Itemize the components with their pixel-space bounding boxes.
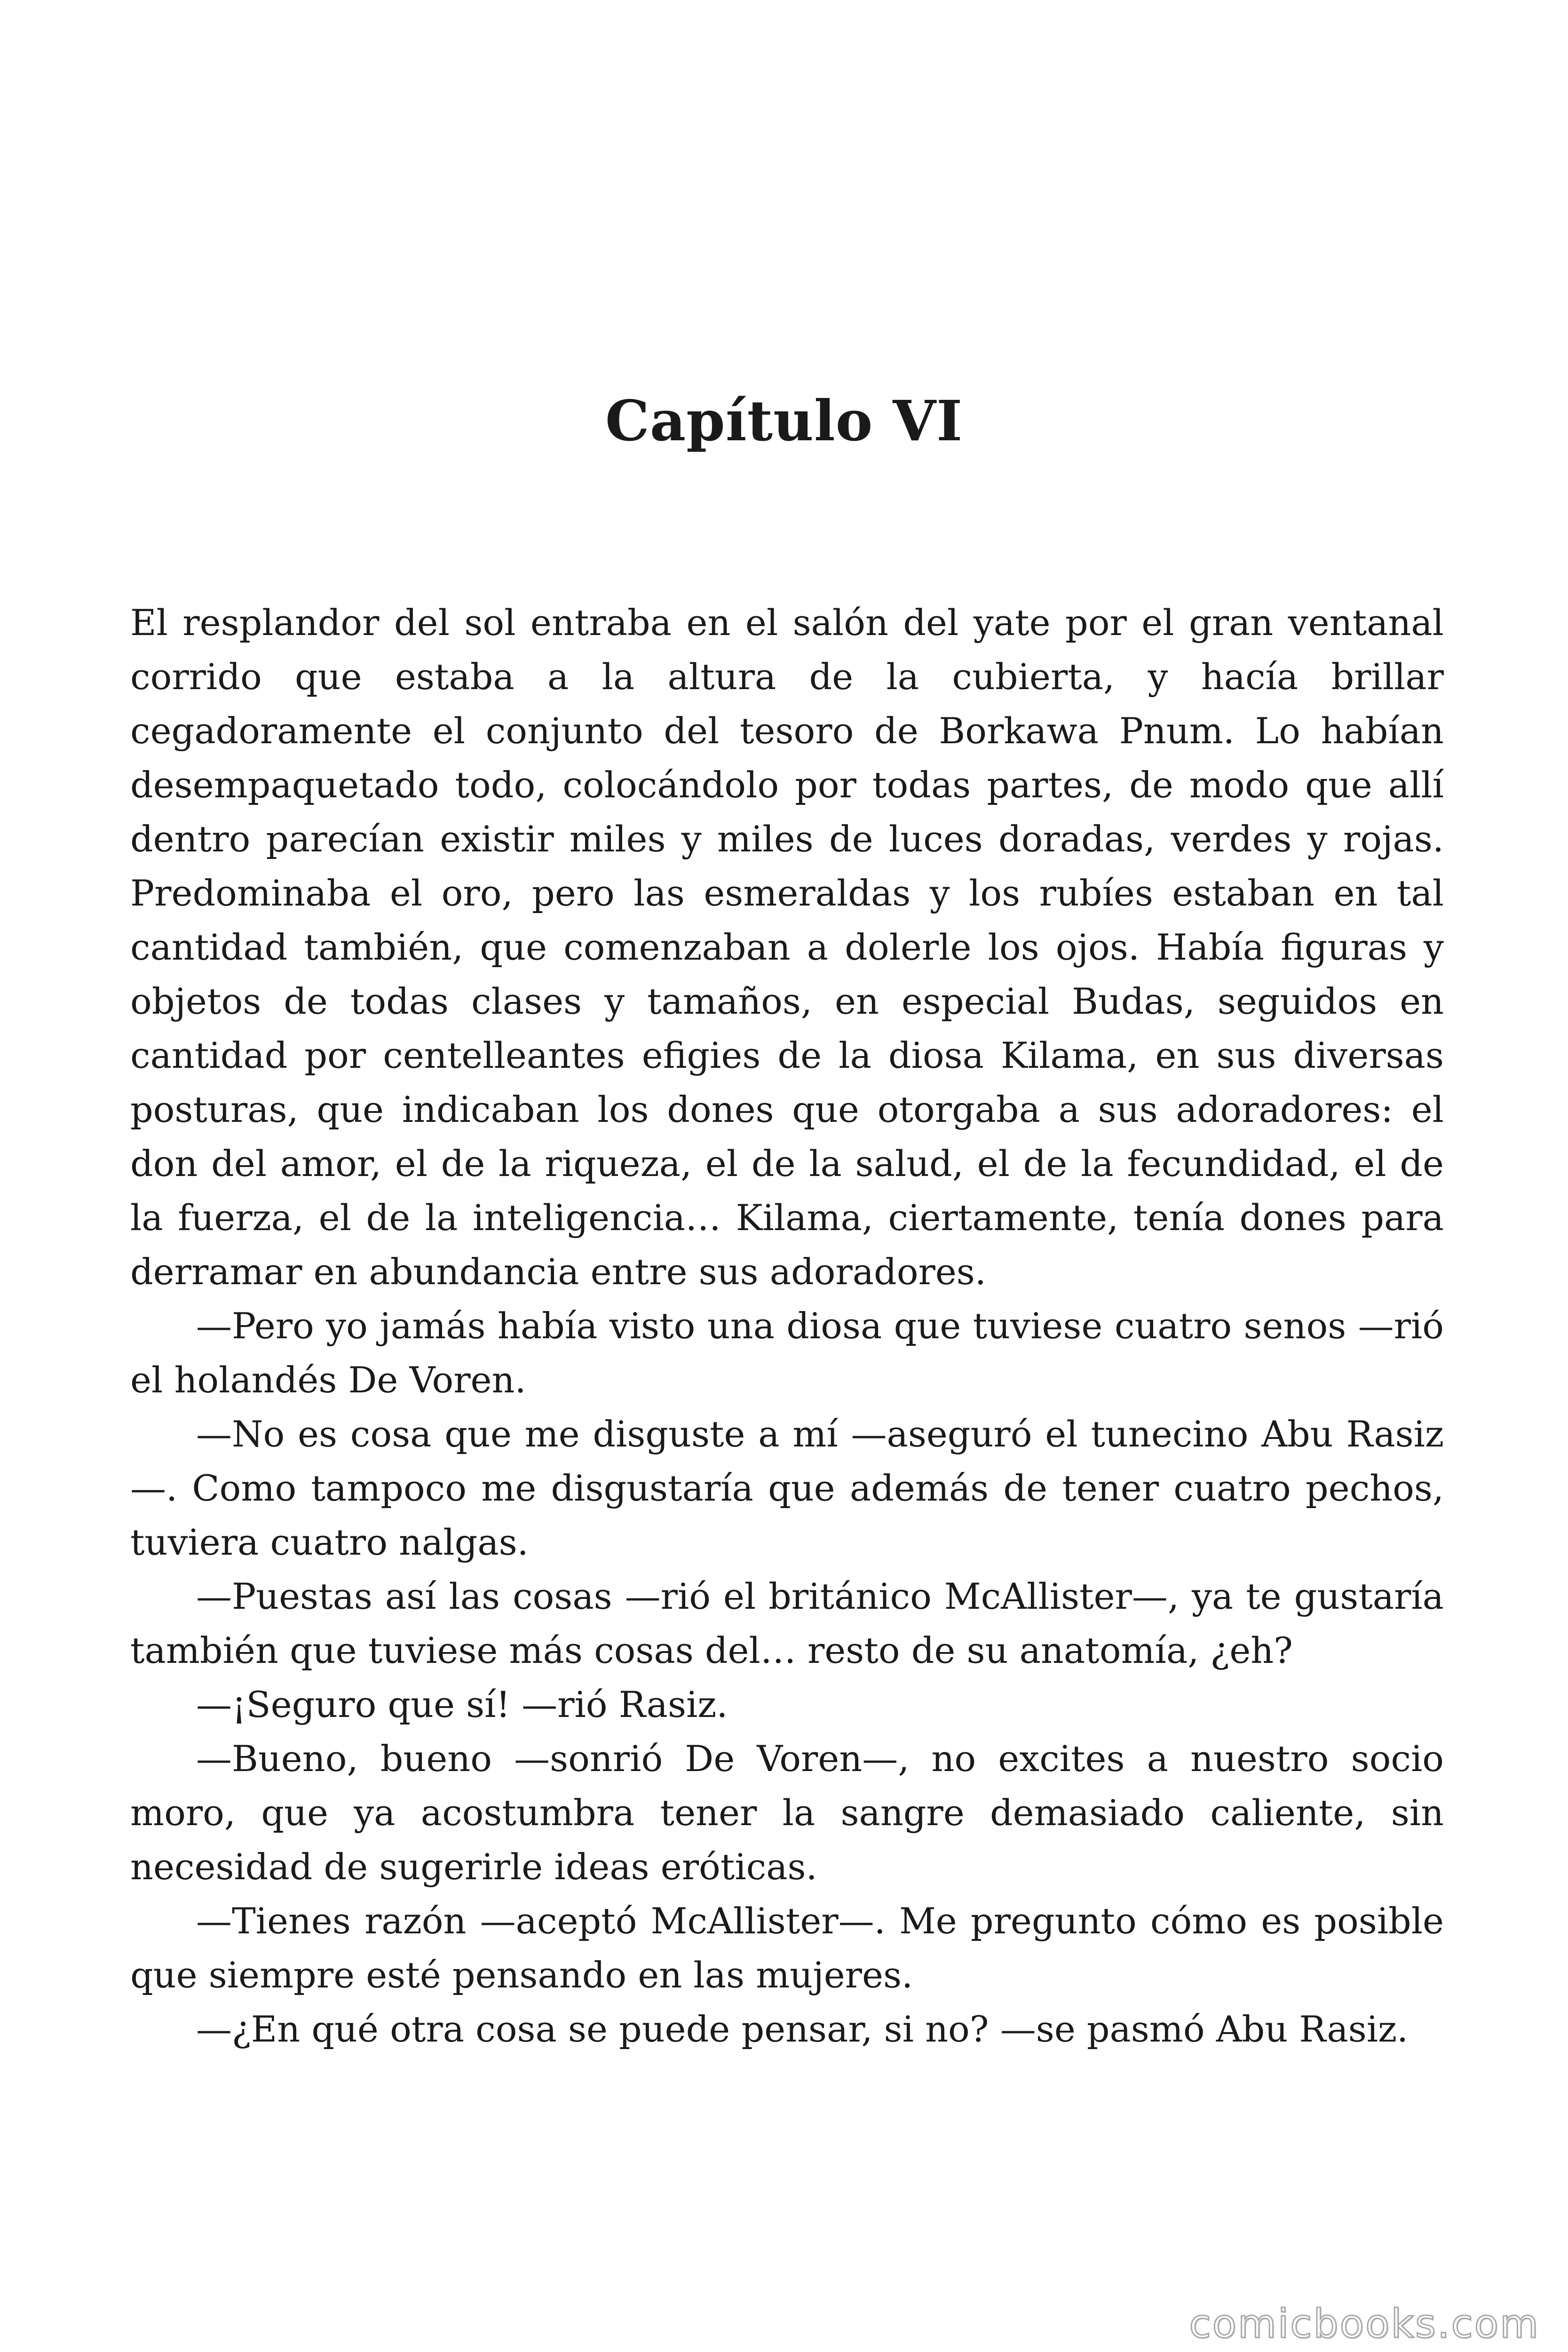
- dialogue-paragraph: —Bueno, bueno —sonrió De Voren—, no excites a nuestro socio moro, que ya acostumbra tener la sangre demasiado caliente, sin necesidad de sugerirle ideas eróticas.: [130, 1738, 1444, 1888]
- dialogue-paragraph: —¿En qué otra cosa se puede pensar, si no? —se pasmó Abu Rasiz.: [196, 2008, 1409, 2050]
- dialogue-paragraph: —Pero yo jamás había visto una diosa que tuviese cuatro senos —rió el holandés De Voren.: [130, 1305, 1444, 1401]
- dialogue-paragraph: —Puestas así las cosas —rió el británico McAllister—, ya te gustaría también que tuviese más cosas del… resto de su anatomía, ¿eh?: [130, 1575, 1444, 1671]
- chapter-text: [130, 596, 1444, 2056]
- chapter-title: Capítulo VI: [605, 388, 963, 453]
- paragraph-opening: El resplandor del sol entraba en el salón del yate por el gran ventanal corrido que estaba a la altura de la cubierta, y hacía brillar cegadoramente el conjunto del tesoro de Borkawa Pnum. Lo habían desempaquetado todo, colocándolo por todas partes, de modo que allí dentro parecían existir miles y miles de luces doradas, verdes y rojas. Predominaba el oro, pero las esmeraldas y los rubíes estaban en tal cantidad también, que comenzaban a dolerle los ojos. Había figuras y objetos de todas clases y tamaños, en especial Budas, seguidos en cantidad por centelleantes efigies de la diosa Kilama, en sus diversas posturas, que indicaban los dones que otorgaba a sus adoradores: el don del amor, el de la riqueza, el de la salud, el de la fecundidad, el de la fuerza, el de la inteligencia… Kilama, ciertamente, tenía dones para derramar en abundancia entre sus adoradores.: [130, 602, 1444, 1293]
- dialogue-paragraph: —No es cosa que me disguste a mí —aseguró el tunecino Abu Rasiz—. Como tampoco me disgustaría que además de tener cuatro pechos, tuviera cuatro nalgas.: [130, 1413, 1444, 1563]
- dialogue-paragraph: —Tienes razón —aceptó McAllister—. Me pregunto cómo es posible que siempre esté pensando en las mujeres.: [130, 1900, 1444, 1996]
- dialogue-paragraph: —¡Seguro que sí! —rió Rasiz.: [196, 1684, 728, 1725]
- watermark: comicbooks.com: [1189, 2301, 1540, 2347]
